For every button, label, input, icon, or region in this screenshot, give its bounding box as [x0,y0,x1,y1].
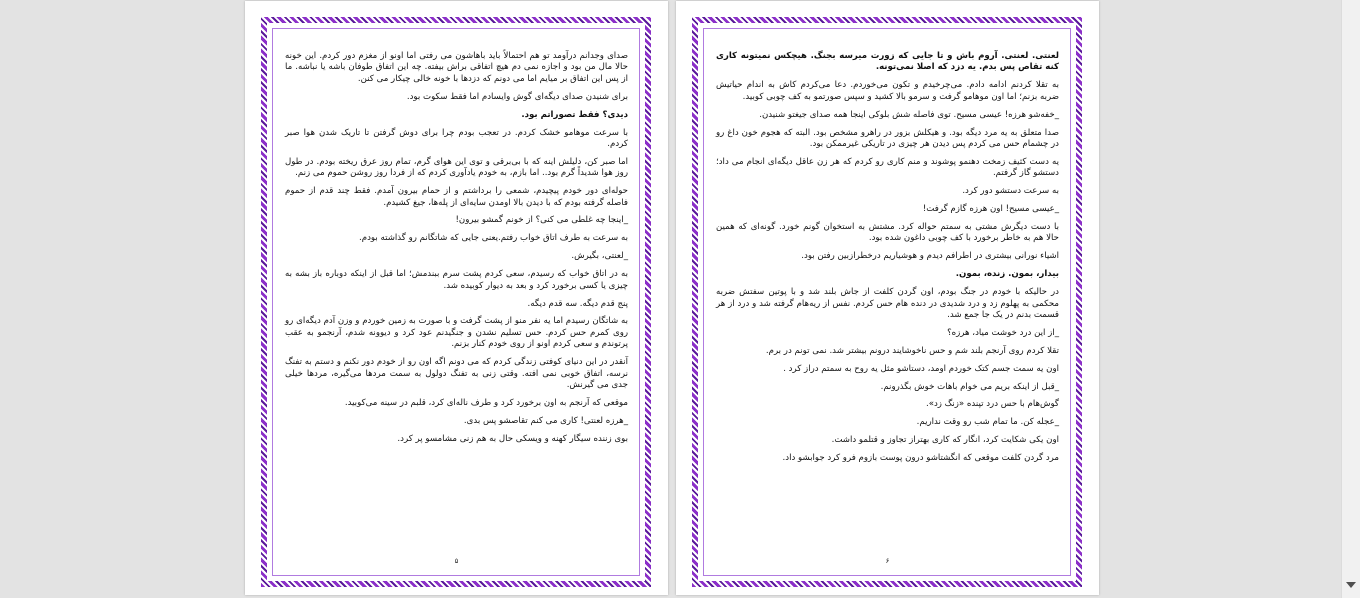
scroll-down-arrow-icon[interactable] [1346,582,1356,588]
paragraph: _از این درد خوشت میاد، هرزه؟ [947,327,1059,338]
page-text [716,51,1059,471]
paragraph: اون یکی شکایت کرد، انگار که کاری بهتراز تجاوز و قتلمو داشت. [831,435,1059,446]
paragraph: گوش‌هام با حس درد تپنده «زنگ زد». [925,399,1059,410]
paragraph: به سرعت دستشو دور کرد. [962,186,1059,197]
paragraph: صدای وجدانم درآومد تو هم احتمالاً باید باهاشون می رفتی اما اونو از مغزم دور کردم. این خونه حالا مال من بود و اجازه نمی دم هیچ اتفاقی براش بیفته. چه این اتفاق طوفان باشه یا نباشه. ما از پس این اتفاق بر میایم اما می دونم که دزدها با خونه خالی چیکار می کنن. [285,51,628,84]
paragraph: اشیاء نورانی بیشتری در اطرافم دیدم و هوشیاریم درخطرازبین رفتن بود. [801,251,1059,262]
paragraph: حوله‌ای دور خودم پیچیدم، شمعی را برداشتم و از حمام بیرون آمدم. فقط چند قدم از حموم فاصله گرفته بودم که با دیدن بالا اومدن سایه‌ای از پله‌ها، جیغ کشیدم. [285,186,628,208]
page-text [285,51,628,452]
paragraph: دیدی؟ فقط تصوراتم بود. [521,109,628,120]
paragraph: با سرعت موهامو خشک کردم. در تعجب بودم چرا برای دوش گرفتن تا تاریک شدن هوا صبر کردم. [285,127,628,149]
paragraph: یه دست کثیف زمخت دهنمو پوشوند و منم کاری رو کردم که هر زن عاقل دیگه‌ای انجام می داد؛ دستشو گاز گرفتم. [716,156,1059,179]
paragraph: _عجله کن. ما تمام شب رو وقت نداریم. [916,417,1059,428]
paragraph: اما صبر کن، دلیلش اینه که با بی‌برقی و توی این هوای گرم، تمام روز عرق ریخته بودم. در طول روز هوا شدیداً گرم بود.. اما بازم، به خودم یادآوری کردم که از فردا روز روشن حموم می زنم. [285,156,628,179]
page-6 [676,1,1099,595]
paragraph: _خفه‌شو هرزه! عیسی مسیح. توی فاصله شش بلوکی اینجا همه صدای جیغتو شنیدن. [759,109,1059,120]
paragraph: در حالیکه با خودم در جنگ بودم، اون گردن کلفت از جاش بلند شد و با پوتین سفتش ضربه محکمی به پهلوم زد و درد شدیدی در دنده هام حس کردم. نفس از ریه‌هام گرفته شد و درد از هر قسمت بدنم در یک جا جمع شد. [716,287,1059,320]
paragraph: _قبل از اینکه بریم می خوام باهات خوش بگذرونم. [880,381,1059,392]
paragraph: _هرزه لعنتی! کاری می کنم تقاصشو پس بدی. [463,415,628,426]
paragraph: بوی زننده سیگار کهنه و ویسکی حال به هم زنی مشامسو پر کرد. [397,433,628,444]
paragraph: پنج قدم دیگه. سه قدم دیگه. [527,298,628,309]
paragraph: تقلا کردم روی آرنجم بلند شم و حس ناخوشایند درونم بیشتر شد. نمی تونم در برم. [765,345,1059,356]
paragraph: موقعی که آرنجم به اون برخورد کرد و طرف ناله‌ای کرد، قلبم در سینه می‌کوبید. [344,397,628,408]
paragraph: _عیسی مسیح! اون هرزه گازم گرفت! [922,204,1059,215]
paragraph: مرد گردن کلفت موقعی که انگشتاشو درون پوست بازوم فرو کرد جوابشو داد. [782,453,1059,464]
page-number: ۶ [885,557,890,565]
paragraph: اون یه سمت جسم کتک خوردم اومد، دستاشو مثل یه روح به سمتم دراز کرد . [783,363,1059,374]
paragraph: آنقدر در این دنیای کوفتی زندگی کردم که می دونم اگه اون رو از خودم دور نکنم و دستم به تفنگ نرسه، اتفاق خوبی نمی افته. وقتی زنی به تفنگ دولول به سمت مردها می‌گیره، مردها خیلی جدی می گیرنش. [285,357,628,390]
page-5 [245,1,668,595]
paragraph: به در اتاق خواب که رسیدم، سعی کردم پشت سرم ببندمش؛ اما قبل از اینکه دوباره باز بشه به چیزی یا کسی برخورد کرد و بعد به دیوار کوبیده شد. [285,269,628,291]
paragraph: برای شنیدن صدای دیگه‌ای گوش وایسادم اما فقط سکوت بود. [406,91,628,102]
paragraph: لعنتی. لعنتی. آروم باش و تا جایی که زورت میرسه بجنگ. هیچکس نمیتونه کاری کنه تقاص پس بدم. یه دزد که اصلا نمی‌تونه. [716,51,1059,73]
paragraph: به سرعت به طرف اتاق خواب رفتم.یعنی جایی که شاتگانم رو گذاشته بودم. [359,233,628,244]
paragraph: به تقلا کردنم ادامه دادم. می‌چرخیدم و تکون می‌خوردم. دعا می‌کردم کاش به اندام حیاتیش ضربه بزنم؛ اما اون موهامو گرفت و سرمو بالا کشید و سپس صورتمو به کف چوبی کوبید. [716,80,1059,102]
paragraph: _اینجا چه غلطی می کنی؟ از خونم گمشو بیرون! [455,215,628,226]
paragraph: به شاتگان رسیدم اما یه نفر منو از پشت گرفت و با صورت به زمین خوردم و وزن آدم دیگه‌ای رو روی کمرم حس کردم. حس تسلیم نشدن و جنگیدنم عود کرد و دیوونه شدم، آرنجمو به عقب پرتوندم و سعی کردم اونو از روی خودم کنار بزنم. [285,316,628,350]
paragraph: _لعنتی، بگیرش. [571,251,628,262]
paragraph: بیدار، بمون. زنده، بمون. [955,269,1059,280]
paragraph: با دست دیگرش مشتی به سمتم حواله کرد. مشتش به استخوان گونم خورد. گونه‌ای که همین حالا هم به خاطر برخورد با کف چوبی داغون شده بود. [716,221,1059,244]
page-number: ۵ [454,557,459,565]
paragraph: صدا متعلق به یه مرد دیگه بود. و هیکلش بزور در راهرو مشخص بود. البته که هجوم خون داغ رو در چشمام حس می کردم پس دیدن هر چیزی در تاریکی غیرممکن بود. [716,127,1059,149]
vertical-scrollbar[interactable] [1341,0,1360,598]
